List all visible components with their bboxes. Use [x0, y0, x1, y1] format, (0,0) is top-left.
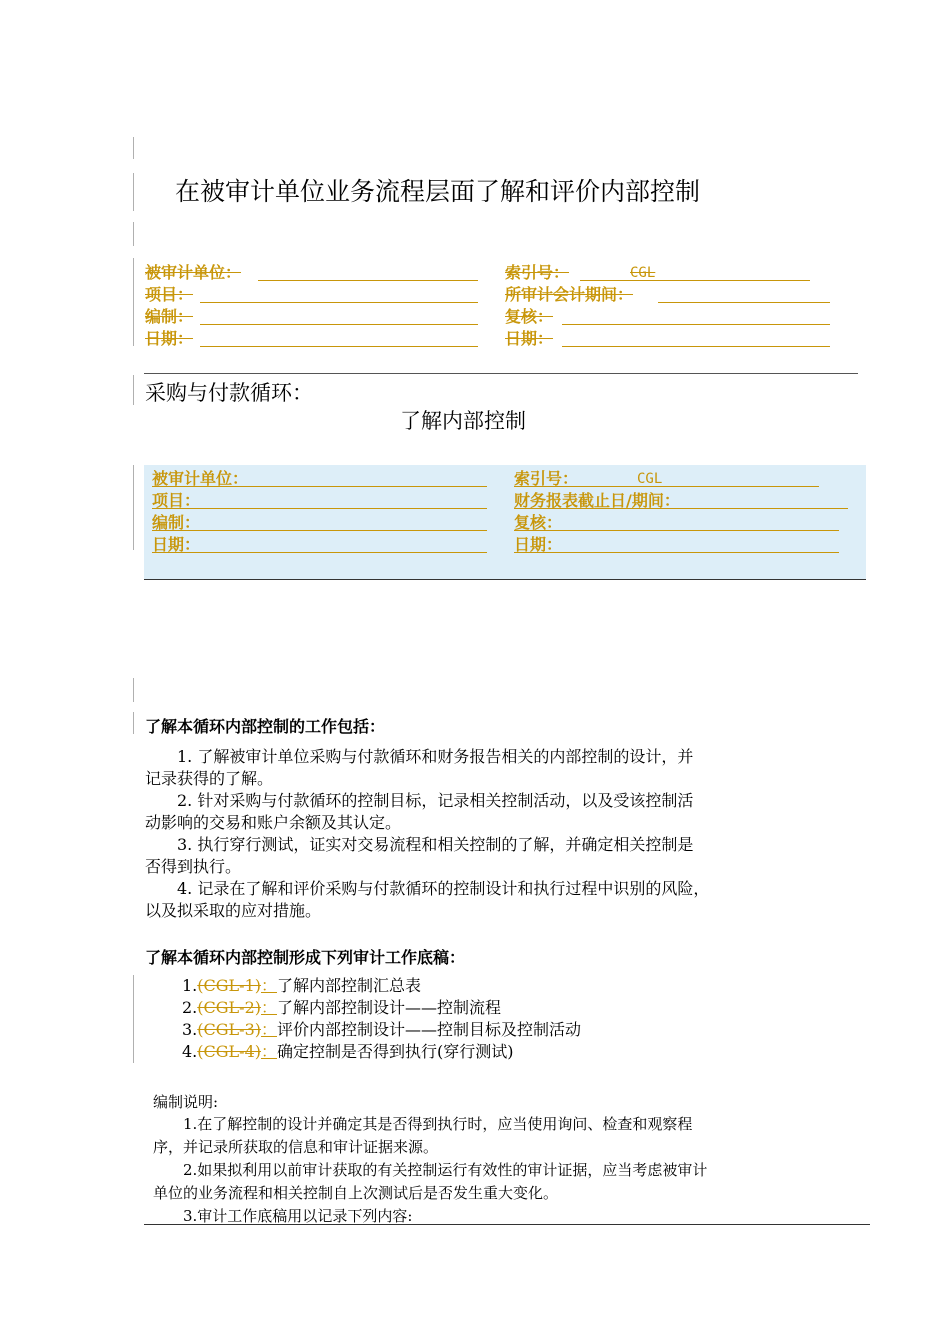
work-heading: 了解本循环内部控制的工作包括：: [145, 717, 386, 736]
review-field[interactable]: [514, 530, 839, 531]
margin-bar: [133, 375, 134, 405]
date-label: 日期：: [145, 329, 194, 348]
bottom-rule: [144, 1224, 870, 1225]
margin-bar: [133, 678, 134, 702]
review-date-field[interactable]: [562, 346, 830, 347]
note-line: 1.在了解控制的设计并确定其是否得到执行时，应当使用询问、检查和观察程: [153, 1115, 693, 1133]
doc-num: 4.: [182, 1042, 198, 1061]
doc-num: 3.: [182, 1020, 198, 1039]
work-line: 3. 执行穿行测试，证实对交易流程和相关控制的了解，并确定相关控制是: [145, 835, 694, 854]
work-line: 记录获得的了解。: [145, 769, 274, 788]
entity-field[interactable]: [258, 280, 478, 281]
review-date-label: 日期：: [505, 329, 554, 348]
header-block-2: [144, 465, 866, 580]
page-title: 在被审计单位业务流程层面了解和评价内部控制: [175, 177, 701, 206]
entity-label: 被审计单位：: [145, 263, 242, 282]
project-field[interactable]: [152, 508, 487, 509]
doc-sep: ：: [260, 1042, 277, 1061]
work-line: 2. 针对采购与付款循环的控制目标，记录相关控制活动，以及受该控制活: [145, 791, 694, 810]
doc-num: 1.: [182, 976, 198, 995]
entity-field[interactable]: [152, 486, 487, 487]
period-label: 财务报表截止日/期间：: [514, 491, 680, 510]
cycle-subtitle: 了解内部控制: [400, 409, 526, 433]
doc-sep: ：: [260, 976, 277, 995]
review-field[interactable]: [562, 324, 830, 325]
margin-bar: [133, 258, 134, 346]
note-line: 单位的业务流程和相关控制自上次测试后是否发生重大变化。: [153, 1184, 559, 1202]
note-line: 序，并记录所获取的信息和审计证据来源。: [153, 1138, 439, 1156]
doc-code: (CGL-3): [197, 1020, 261, 1039]
entity-label: 被审计单位：: [152, 469, 249, 488]
doc-code: (CGL-4): [197, 1042, 261, 1061]
doc-code: (CGL-2): [197, 998, 261, 1017]
doc-sep: ：: [260, 1020, 277, 1039]
prepared-field[interactable]: [200, 324, 478, 325]
index-field[interactable]: [514, 486, 819, 487]
project-label: 项目：: [152, 491, 201, 510]
index-label: 索引号：: [505, 263, 570, 282]
doc-title: 确定控制是否得到执行(穿行测试): [277, 1042, 514, 1061]
index-field[interactable]: [580, 280, 810, 281]
margin-bar: [133, 137, 134, 159]
project-label: 项目：: [145, 285, 194, 304]
note-line: 2.如果拟利用以前审计获取的有关控制运行有效性的审计证据，应当考虑被审计: [153, 1161, 708, 1179]
doc-item: [182, 1041, 514, 1063]
period-label: 所审计会计期间：: [505, 285, 634, 304]
doc-sep: ：: [260, 998, 277, 1017]
doc-title: 评价内部控制设计——控制目标及控制活动: [277, 1020, 582, 1039]
review-label: 复核：: [505, 307, 554, 326]
prepared-label: 编制：: [152, 513, 201, 532]
notes-heading: 编制说明:: [153, 1093, 219, 1111]
work-line: 否得到执行。: [145, 857, 242, 876]
index-label: 索引号：: [514, 469, 579, 488]
docs-heading: 了解本循环内部控制形成下列审计工作底稿：: [145, 948, 466, 967]
margin-bar: [133, 712, 134, 734]
work-line: 以及拟采取的应对措施。: [145, 901, 322, 920]
prepared-field[interactable]: [152, 530, 487, 531]
divider: [144, 373, 858, 374]
doc-title: 了解内部控制设计——控制流程: [277, 998, 502, 1017]
doc-item: [182, 1019, 581, 1041]
project-field[interactable]: [200, 302, 478, 303]
margin-bar: [133, 975, 134, 1063]
date-field[interactable]: [200, 346, 478, 347]
work-line: 4. 记录在了解和评价采购与付款循环的控制设计和执行过程中识别的风险，: [145, 879, 710, 898]
doc-code: (CGL-1): [197, 976, 261, 995]
review-label: 复核：: [514, 513, 563, 532]
doc-title: 了解内部控制汇总表: [277, 976, 422, 995]
note-line: 3.审计工作底稿用以记录下列内容:: [153, 1207, 413, 1225]
work-paragraphs: [145, 746, 709, 922]
period-field[interactable]: [658, 302, 830, 303]
review-date-field[interactable]: [514, 552, 839, 553]
work-line: 1. 了解被审计单位采购与付款循环和财务报告相关的内部控制的设计，并: [145, 747, 694, 766]
index-value: CGL: [637, 471, 663, 487]
margin-bar: [133, 465, 134, 550]
doc-item: [182, 975, 421, 997]
work-line: 动影响的交易和账户余额及其认定。: [145, 813, 402, 832]
date-field[interactable]: [152, 552, 487, 553]
date-label: 日期：: [152, 535, 201, 554]
prepared-label: 编制：: [145, 307, 194, 326]
margin-bar: [133, 222, 134, 246]
doc-num: 2.: [182, 998, 198, 1017]
period-field[interactable]: [514, 508, 848, 509]
notes-paragraphs: [153, 1113, 707, 1228]
margin-bar: [133, 173, 134, 211]
doc-item: [182, 997, 501, 1019]
cycle-title: 采购与付款循环：: [145, 381, 313, 405]
review-date-label: 日期：: [514, 535, 563, 554]
index-value: CGL: [630, 265, 656, 281]
